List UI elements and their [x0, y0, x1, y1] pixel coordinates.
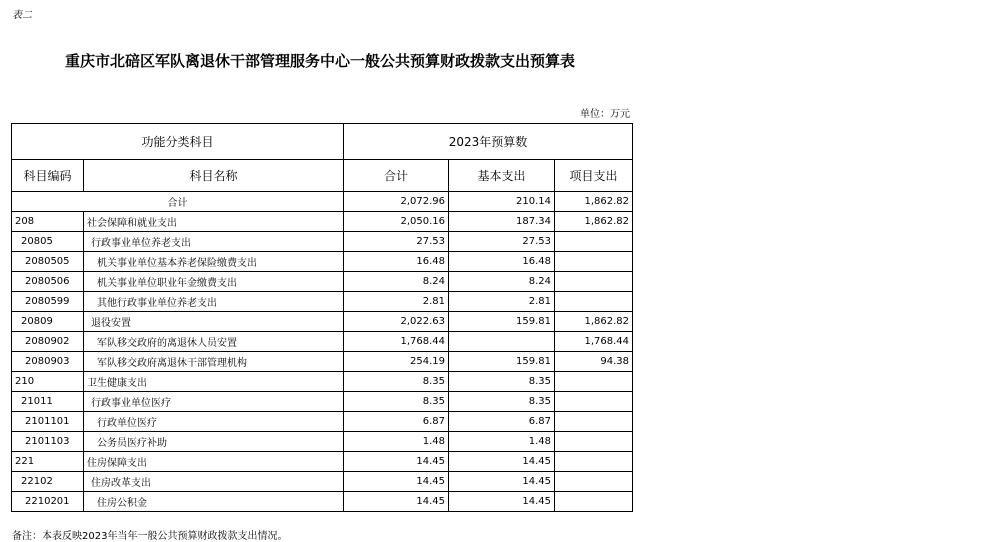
table-row: [12, 392, 633, 412]
row-name: 住房公积金: [84, 492, 344, 512]
row-basic: 14.45: [449, 472, 555, 492]
total-row-project: 1,862.82: [555, 192, 633, 212]
row-name: 卫生健康支出: [84, 372, 344, 392]
table-row: [12, 292, 633, 312]
table-number-label: 表二: [12, 10, 32, 21]
table-row: [12, 232, 633, 252]
row-code: 2080599: [12, 292, 84, 312]
table-row: [12, 372, 633, 392]
row-code: 2080505: [12, 252, 84, 272]
page-title: 重庆市北碚区军队离退休干部管理服务中心一般公共预算财政拨款支出预算表: [64, 52, 575, 70]
row-code: 20805: [12, 232, 84, 252]
row-name: 机关事业单位基本养老保险缴费支出: [84, 252, 344, 272]
row-name: 军队移交政府离退休干部管理机构: [84, 352, 344, 372]
row-total: 14.45: [344, 492, 449, 512]
row-basic: 27.53: [449, 232, 555, 252]
row-name: 行政事业单位医疗: [84, 392, 344, 412]
row-project: 94.38: [555, 352, 633, 372]
row-project: [555, 392, 633, 412]
total-row-total: 2,072.96: [344, 192, 449, 212]
row-total: 16.48: [344, 252, 449, 272]
row-name: 机关事业单位职业年金缴费支出: [84, 272, 344, 292]
table-row: [12, 432, 633, 452]
row-project: [555, 452, 633, 472]
row-basic: 8.35: [449, 372, 555, 392]
row-total: 6.87: [344, 412, 449, 432]
row-basic: 159.81: [449, 352, 555, 372]
row-name: 退役安置: [84, 312, 344, 332]
row-name: 公务员医疗补助: [84, 432, 344, 452]
table-row: [12, 332, 633, 352]
row-code: 210: [12, 372, 84, 392]
row-basic: 14.45: [449, 492, 555, 512]
row-total: 1.48: [344, 432, 449, 452]
row-basic: 8.24: [449, 272, 555, 292]
row-basic: 159.81: [449, 312, 555, 332]
budget-table: [11, 123, 633, 512]
table-row: [12, 252, 633, 272]
header-project: 项目支出: [555, 160, 633, 192]
row-total: 2,022.63: [344, 312, 449, 332]
row-total: 254.19: [344, 352, 449, 372]
row-total: 8.24: [344, 272, 449, 292]
row-total: 14.45: [344, 452, 449, 472]
row-basic: 1.48: [449, 432, 555, 452]
row-code: 2080902: [12, 332, 84, 352]
row-code: 2080506: [12, 272, 84, 292]
row-name: 行政事业单位养老支出: [84, 232, 344, 252]
row-project: 1,862.82: [555, 312, 633, 332]
header-row-group: [12, 124, 633, 160]
row-basic: 6.87: [449, 412, 555, 432]
row-project: [555, 372, 633, 392]
header-code: 科目编码: [12, 160, 84, 192]
row-project: 1,862.82: [555, 212, 633, 232]
row-code: 2101103: [12, 432, 84, 452]
total-row-basic: 210.14: [449, 192, 555, 212]
table-row: [12, 452, 633, 472]
row-basic: 187.34: [449, 212, 555, 232]
row-code: 22102: [12, 472, 84, 492]
row-code: 2101101: [12, 412, 84, 432]
table-row: [12, 272, 633, 292]
table-row: [12, 472, 633, 492]
row-code: 20809: [12, 312, 84, 332]
row-name: 住房保障支出: [84, 452, 344, 472]
row-project: 1,768.44: [555, 332, 633, 352]
row-code: 2080903: [12, 352, 84, 372]
header-name: 科目名称: [84, 160, 344, 192]
table-body: [12, 124, 633, 512]
row-basic: 16.48: [449, 252, 555, 272]
row-project: [555, 272, 633, 292]
row-total: 1,768.44: [344, 332, 449, 352]
row-name: 军队移交政府的离退休人员安置: [84, 332, 344, 352]
row-total: 27.53: [344, 232, 449, 252]
table-row: [12, 312, 633, 332]
footnote: 备注：本表反映2023年当年一般公共预算财政拨款支出情况。: [12, 531, 288, 542]
row-project: [555, 412, 633, 432]
row-basic: 8.35: [449, 392, 555, 412]
row-code: 221: [12, 452, 84, 472]
row-basic: [449, 332, 555, 352]
row-project: [555, 292, 633, 312]
header-total: 合计: [344, 160, 449, 192]
table-row: [12, 492, 633, 512]
row-code: 208: [12, 212, 84, 232]
row-project: [555, 232, 633, 252]
row-basic: 14.45: [449, 452, 555, 472]
unit-label: 单位：万元: [580, 109, 630, 120]
row-total: 14.45: [344, 472, 449, 492]
row-total: 2.81: [344, 292, 449, 312]
header-basic: 基本支出: [449, 160, 555, 192]
total-row: [12, 192, 633, 212]
row-name: 住房改革支出: [84, 472, 344, 492]
row-code: 21011: [12, 392, 84, 412]
row-total: 8.35: [344, 372, 449, 392]
row-name: 社会保障和就业支出: [84, 212, 344, 232]
table-row: [12, 412, 633, 432]
row-project: [555, 252, 633, 272]
row-code: 2210201: [12, 492, 84, 512]
total-row-label: 合计: [12, 192, 344, 212]
header-row-columns: [12, 160, 633, 192]
row-project: [555, 432, 633, 452]
row-total: 8.35: [344, 392, 449, 412]
header-func-category: 功能分类科目: [12, 124, 344, 160]
row-basic: 2.81: [449, 292, 555, 312]
row-total: 2,050.16: [344, 212, 449, 232]
table-row: [12, 352, 633, 372]
row-project: [555, 472, 633, 492]
row-name: 行政单位医疗: [84, 412, 344, 432]
header-budget-group: 2023年预算数: [344, 124, 633, 160]
table-row: [12, 212, 633, 232]
row-name: 其他行政事业单位养老支出: [84, 292, 344, 312]
row-project: [555, 492, 633, 512]
